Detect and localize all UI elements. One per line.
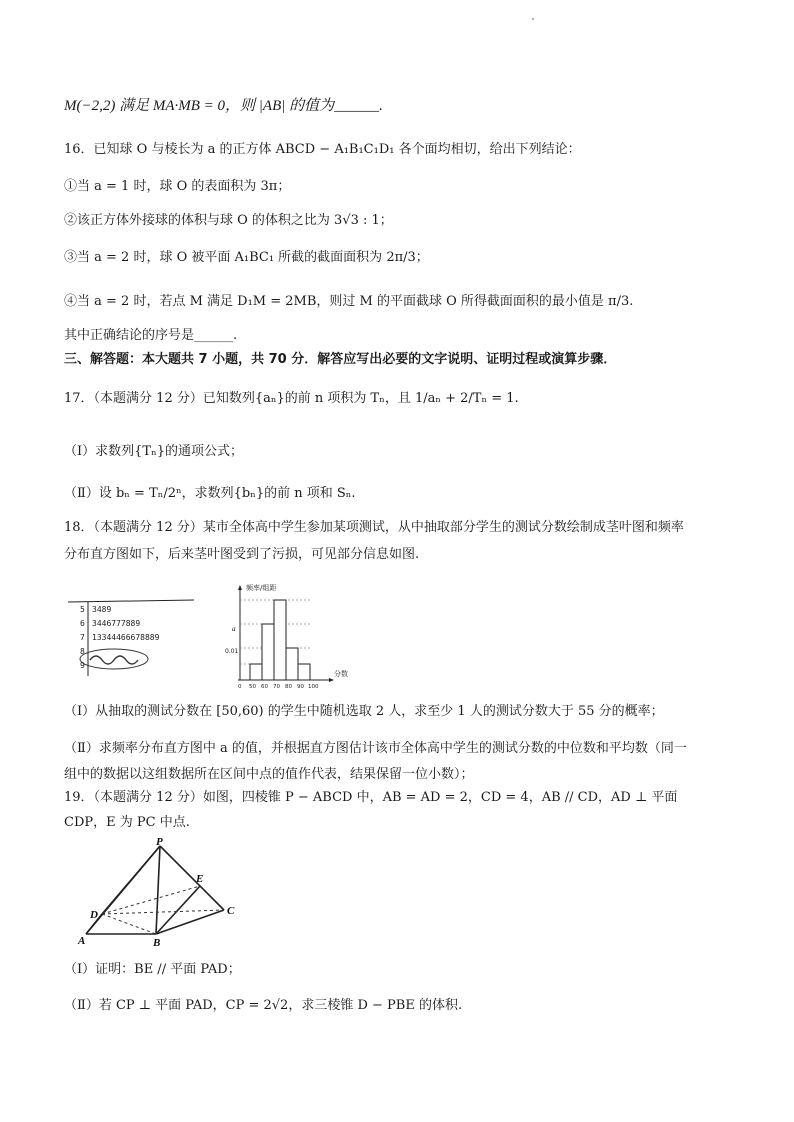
q16-answer-prompt: 其中正确结论的序号是______.: [64, 328, 238, 343]
q17-stem: 17．（本题满分 12 分）已知数列{aₙ}的前 n 项积为 Tₙ，且 1/aₙ + 2/Tₙ = 1.: [64, 391, 519, 406]
hidden-DC: [102, 910, 224, 914]
q18-part-2-line2: 组中的数据以这组数据所在区间中点的值作代表，结果保留一位小数）；: [64, 767, 474, 782]
stem-5: 5: [80, 605, 85, 614]
y-tick-001: 0.01: [225, 648, 239, 655]
q16-stem: 16．已知球 O 与棱长为 a 的正方体 ABCD − A₁B₁C₁D₁ 各个面均相切，给出下列结论：: [64, 142, 581, 157]
stem-leaf-plot: [64, 588, 204, 684]
q15-tail: M(−2,2) 满足 MA·MB = 0，则 |AB| 的值为______.: [64, 98, 383, 114]
q18-part-1: （Ⅰ）从抽取的测试分数在 [50,60) 的学生中随机选取 2 人，求至少 1 人的测试分数大于 55 分的概率；: [64, 704, 664, 719]
edge-PB: [156, 846, 160, 934]
section-3-heading: 三、解答题：本大题共 7 小题，共 70 分．解答应写出必要的文字说明、证明过程或演算步骤．: [64, 352, 617, 367]
vertex-C: C: [227, 905, 235, 917]
q17-part-2: （Ⅱ）设 bₙ = Tₙ/2ⁿ，求数列{bₙ}的前 n 项和 Sₙ.: [64, 486, 356, 501]
x-axis-arrow: [329, 678, 334, 682]
q19-part-1: （Ⅰ）证明：BE // 平面 PAD；: [64, 962, 241, 977]
stem-7: 7: [80, 633, 85, 642]
scan-speck: [532, 18, 534, 20]
leaves-7: 13344466678889: [92, 633, 160, 642]
vertex-P: P: [156, 836, 163, 848]
stem-8: 8: [80, 647, 85, 656]
histogram-bar: [274, 600, 286, 680]
stem-9: 9: [80, 661, 85, 670]
vertex-A: A: [78, 935, 86, 947]
stem-leaf-top-rule: [68, 600, 194, 602]
histogram-bar: [262, 624, 274, 680]
leaves-5: 3489: [92, 605, 112, 614]
hidden-DB: [102, 914, 156, 934]
x-axis-label: 分数: [334, 670, 348, 678]
x-tick-0: 0: [238, 684, 242, 690]
y-tick-a: a: [232, 625, 236, 633]
x-tick-90: 90: [297, 684, 304, 690]
x-tick-80: 80: [285, 684, 292, 690]
q18-stem-line2: 分布直方图如下，后来茎叶图受到了污损，可见部分信息如图.: [64, 547, 420, 562]
x-tick-60: 60: [261, 684, 268, 690]
hidden-DE: [102, 886, 200, 914]
x-tick-70: 70: [273, 684, 280, 690]
q16-option-3: ③当 a = 2 时，球 O 被平面 A₁BC₁ 所截的截面面积为 2π/3；: [64, 250, 429, 265]
edge-PD: [102, 846, 160, 914]
q19-part-2: （Ⅱ）若 CP ⊥ 平面 PAD，CP = 2√2，求三棱锥 D − PBE 的体积.: [64, 998, 463, 1013]
smudge-scribble: [90, 656, 138, 664]
vertex-D: D: [90, 909, 98, 921]
vertex-B: B: [153, 937, 161, 949]
histogram-bar: [286, 648, 298, 680]
edge-PC: [160, 846, 224, 910]
point-E: E: [196, 873, 204, 885]
q18-part-2-line1: （Ⅱ）求频率分布直方图中 a 的值，并根据直方图估计该市全体高中学生的测试分数的中位数和平均数（同一: [64, 741, 687, 756]
histogram-bar: [298, 664, 310, 680]
x-tick-100: 100: [308, 684, 319, 690]
q17-part-1: （Ⅰ）求数列{Tₙ}的通项公式；: [64, 444, 243, 459]
q19-stem-line2: CDP，E 为 PC 中点.: [64, 815, 190, 830]
frequency-histogram: [222, 580, 348, 690]
q16-option-2: ②该正方体外接球的体积与球 O 的体积之比为 3√3 : 1；: [64, 213, 393, 228]
histogram-bar: [250, 664, 262, 680]
x-tick-50: 50: [249, 684, 256, 690]
q16-option-1: ①当 a = 1 时，球 O 的表面积为 3π；: [64, 179, 291, 194]
pyramid-figure: [74, 836, 254, 952]
y-axis-arrow: [238, 585, 242, 590]
y-axis-label: 频率/组距: [246, 584, 277, 592]
q18-stem-line1: 18．（本题满分 12 分）某市全体高中学生参加某项测试，从中抽取部分学生的测试分数绘制成茎叶图和频率: [64, 520, 684, 535]
q16-option-4: ④当 a = 2 时，若点 M 满足 D₁M = 2MB，则过 M 的平面截球 O 所得截面面积的最小值是 π/3.: [64, 294, 634, 309]
leaves-6: 3446777889: [92, 619, 141, 628]
stem-6: 6: [80, 619, 85, 628]
q19-stem-line1: 19．（本题满分 12 分）如图，四棱锥 P − ABCD 中，AB = AD = 2，CD = 4，AB // CD，AD ⊥ 平面: [64, 790, 678, 805]
